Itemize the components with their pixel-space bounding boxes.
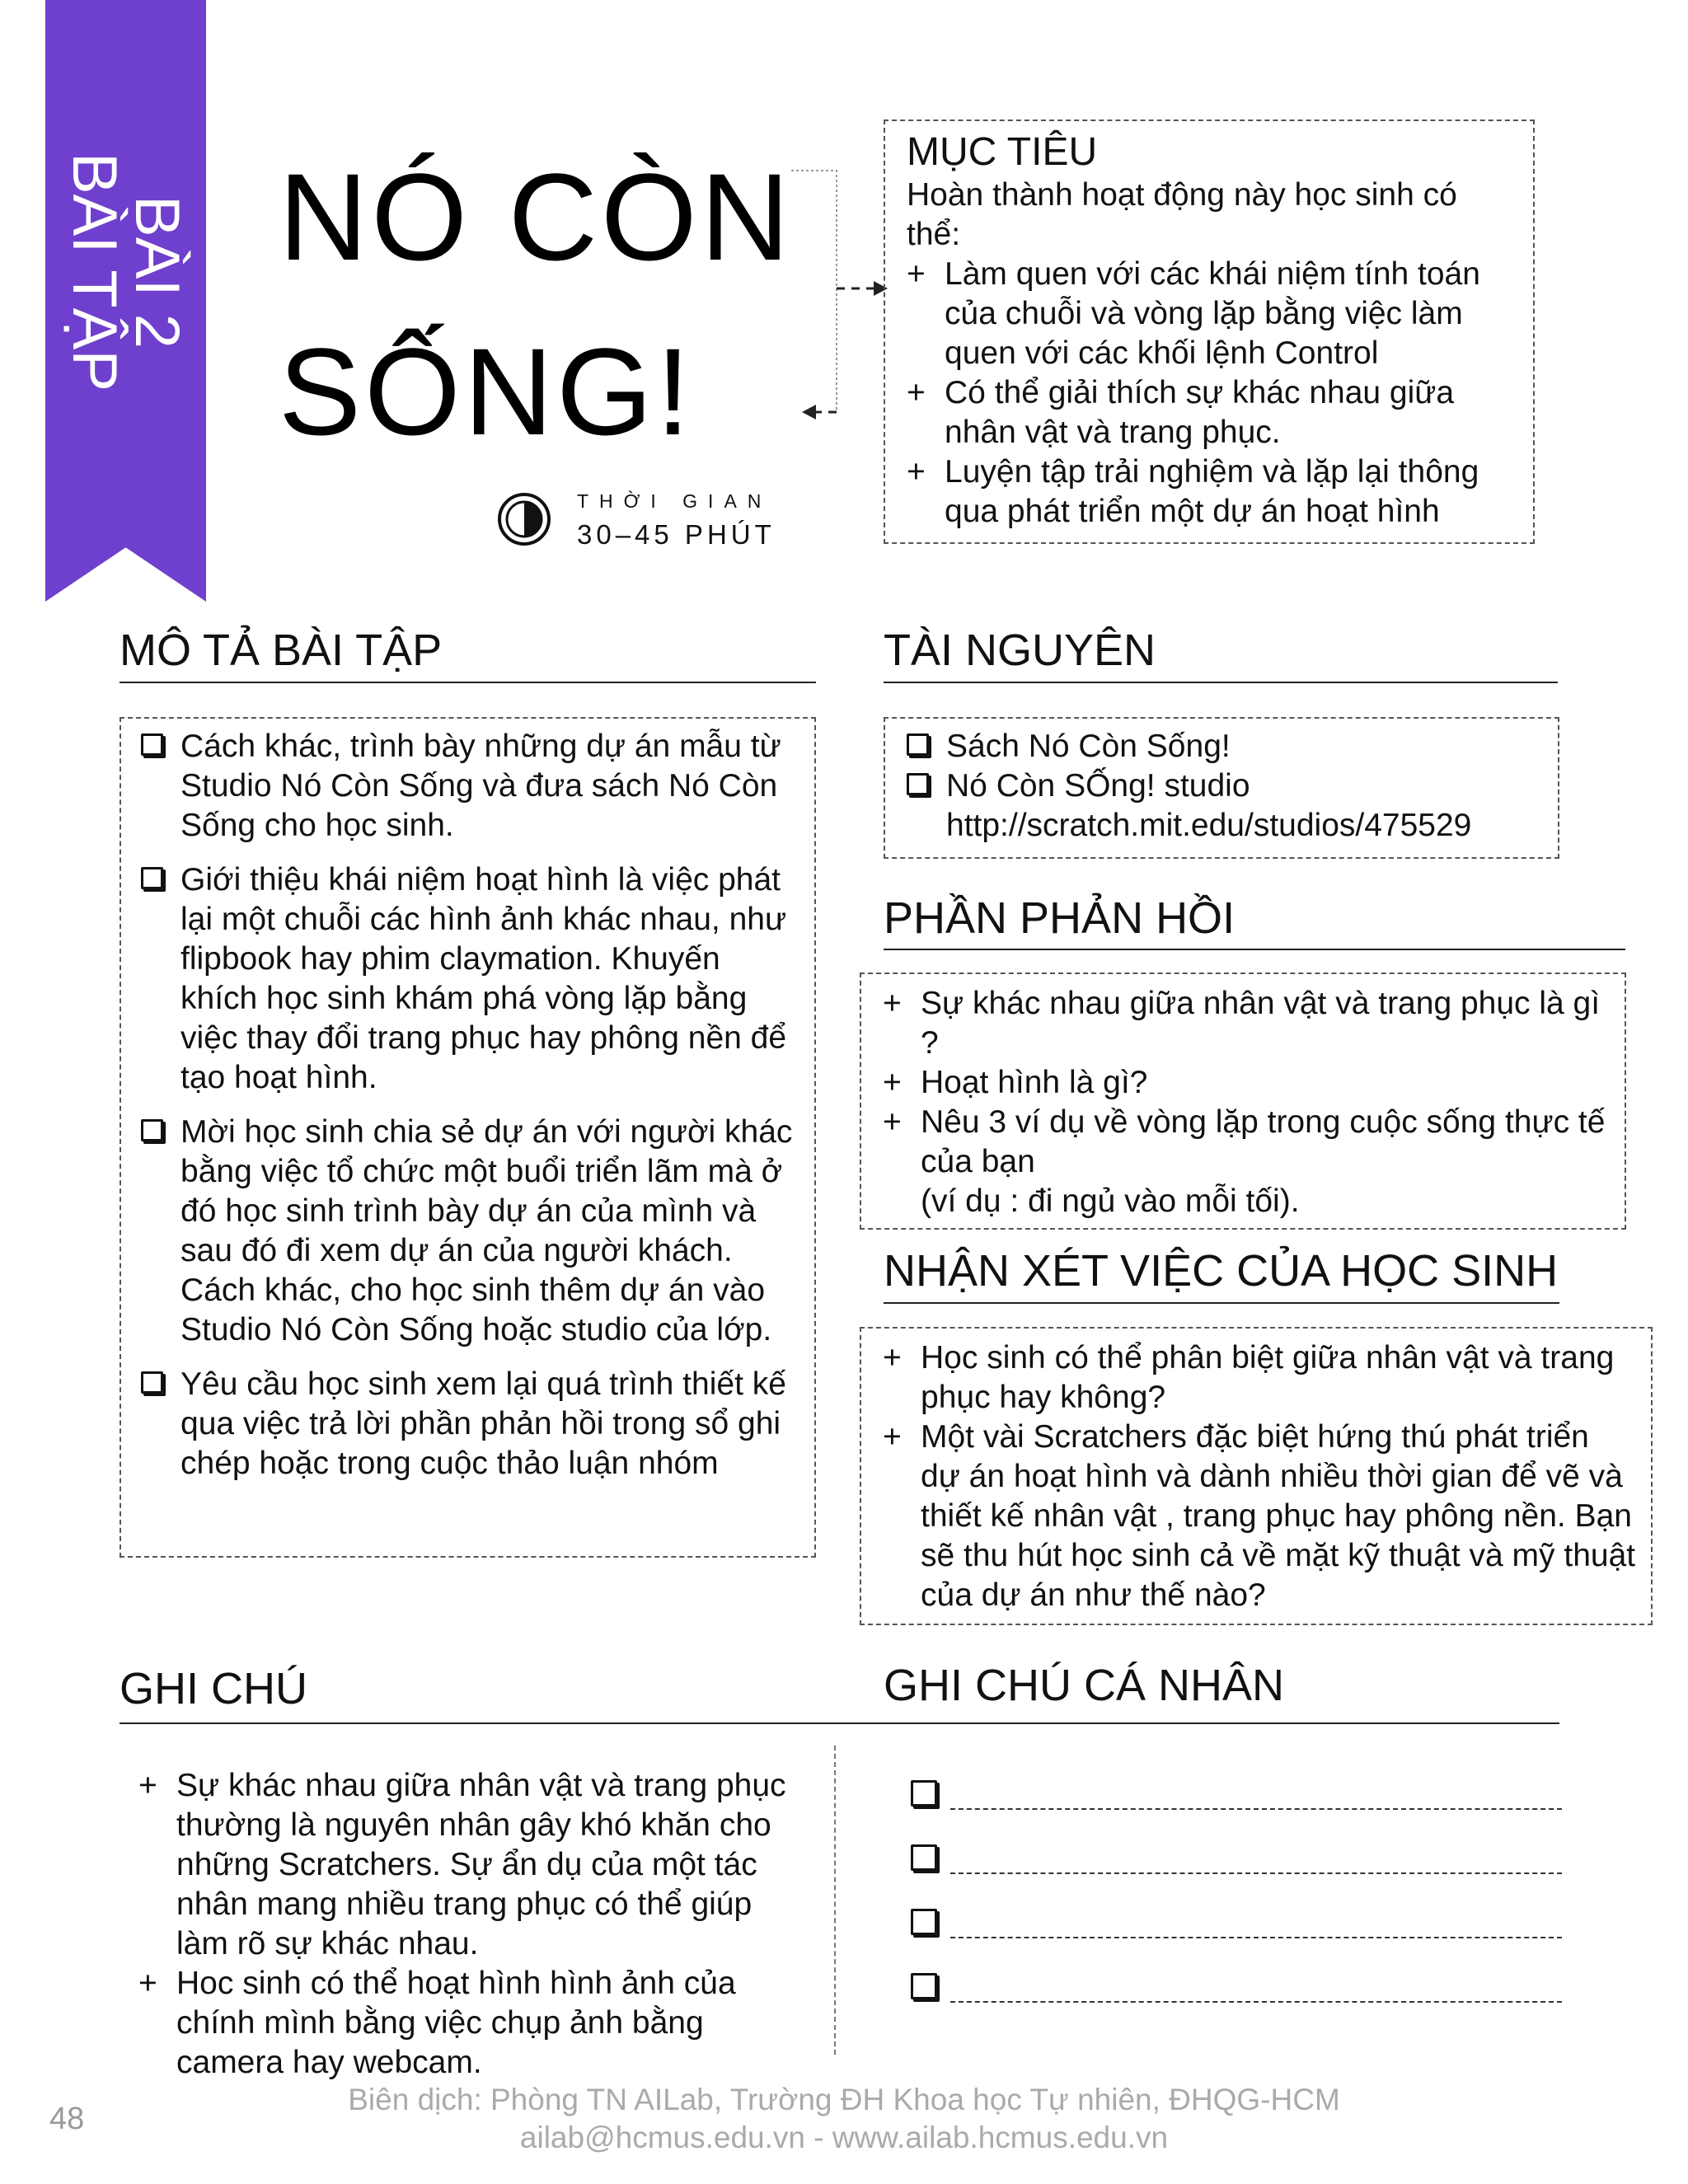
personal-notes-heading: GHI CHÚ CÁ NHÂN (884, 1661, 1285, 1710)
checkbox-icon[interactable] (911, 1973, 937, 1999)
lesson-type: BÀI TẬP (59, 152, 130, 392)
time-label: THỜI GIAN (577, 490, 772, 512)
resources-heading: TÀI NGUYÊN (884, 626, 1156, 675)
footer-line2: ailab@hcmus.edu.vn - www.ailab.hcmus.edu.vn (519, 2121, 1169, 2154)
reflection-heading: PHẦN PHẢN HỒI (884, 893, 1236, 943)
note-line[interactable] (911, 1973, 1562, 2006)
lesson-ribbon-text (45, 0, 206, 544)
checkbox-icon[interactable] (911, 1780, 937, 1807)
list-item: + Hoc sinh có thể hoạt hình hình ảnh của chính mình bằng việc chụp ảnh bằng camera hay webcam. (138, 1966, 736, 2080)
notes-divider (834, 1746, 836, 2055)
list-item: + Làm quen với các khái niệm tính toán của chuỗi và vòng lặp bằng việc làm quen với các khối lệnh Control (907, 256, 1480, 371)
list-item: Sách Nó Còn Sống! (907, 727, 1541, 766)
description-rule (120, 682, 816, 683)
checkbox-icon (141, 1119, 163, 1141)
objectives-box (884, 120, 1535, 544)
footer-credits (0, 2081, 1688, 2157)
resources-rule (884, 682, 1558, 683)
page-number: 48 (49, 2102, 85, 2136)
description-heading: MÔ TẢ BÀI TẬP (120, 626, 443, 675)
reflection-rule (884, 949, 1625, 950)
notes-rule (120, 1722, 1559, 1724)
review-rule (884, 1302, 1559, 1304)
list-item: + Hoạt hình là gì? (883, 1065, 1148, 1100)
list-item: Giới thiệu khái niệm hoạt hình là việc phát lại một chuỗi các hình ảnh khác nhau, như flipbook hay phim claymation. Khuyến khích học sinh khám phá vòng lặp bằng việc thay đổi trang phục hay phông nền để tạo hoạt hình. (141, 860, 800, 1098)
reflection-box (860, 972, 1626, 1230)
notes-list (138, 1766, 806, 2083)
checkbox-icon (907, 733, 929, 756)
review-box (860, 1327, 1653, 1625)
page-title-line1: NÓ CÒN (279, 148, 793, 286)
time-value: 30–45 PHÚT (577, 519, 776, 550)
list-item: + Luyện tập trải nghiệm và lặp lại thông qua phát triển một dự án hoạt hình (907, 454, 1479, 529)
checkbox-icon (141, 1371, 163, 1394)
list-item: + Có thể giải thích sự khác nhau giữa nhân vật và trang phục. (907, 375, 1455, 450)
objectives-intro: Hoàn thành hoạt động này học sinh có thể: (907, 177, 1457, 252)
note-line[interactable] (911, 1909, 1562, 1942)
checkbox-icon (907, 773, 929, 795)
note-line[interactable] (911, 1780, 1562, 1813)
page-title-line2: SỐNG! (279, 322, 694, 461)
description-box (120, 717, 816, 1558)
half-circle-clock-icon (496, 491, 552, 547)
review-heading: NHẬN XÉT VIỆC CỦA HỌC SINH (884, 1246, 1559, 1296)
objectives-heading: MỤC TIÊU (907, 130, 1098, 174)
resources-box (884, 717, 1559, 859)
note-line[interactable] (911, 1844, 1562, 1877)
checkbox-icon[interactable] (911, 1909, 937, 1935)
list-item: + Học sinh có thể phân biệt giữa nhân vật và trang phục hay không? (883, 1340, 1615, 1415)
list-item: Cách khác, trình bày những dự án mẫu từ Studio Nó Còn Sống và đưa sách Nó Còn Sống cho học sinh. (141, 727, 800, 846)
list-item: + Nêu 3 ví dụ về vòng lặp trong cuộc sống thực tế của bạn (883, 1104, 1606, 1179)
list-item: Yêu cầu học sinh xem lại quá trình thiết kế qua việc trả lời phần phản hồi trong sổ ghi chép hoặc trong cuộc thảo luận nhóm (141, 1365, 800, 1483)
footer-line1: Biên dịch: Phòng TN AILab, Trường ĐH Khoa học Tự nhiên, ĐHQG-HCM (348, 2083, 1340, 2116)
list-item: Mời học sinh chia sẻ dự án với người khác bằng việc tổ chức một buổi triển lãm mà ở đó học sinh trình bày dự án của mình và sau đó đi xem dự án của người khách. Cách khác, cho học sinh thêm dự án vào Studio Nó Còn Sống hoặc studio của lớp. (141, 1113, 800, 1350)
dashed-arrow-icon (787, 161, 894, 424)
notes-heading: GHI CHÚ (120, 1664, 307, 1713)
list-item: Nó Còn SỐng! studio (907, 766, 1541, 806)
list-item: + Một vài Scratchers đặc biệt hứng thú phát triển dự án hoạt hình và dành nhiều thời gian để vẽ và thiết kế nhân vật , trang phục hay phông nền. Bạn sẽ thu hút học sinh cả về mặt kỹ thuật và mỹ thuật của dự án như thế nào? (883, 1419, 1636, 1613)
lesson-number: BÀI 2 (122, 195, 193, 349)
checkbox-icon[interactable] (911, 1844, 937, 1871)
studio-link[interactable]: http://scratch.mit.edu/studios/475529 (946, 808, 1472, 843)
reflection-example: (ví dụ : đi ngủ vào mỗi tối). (921, 1183, 1300, 1219)
list-item: + Sự khác nhau giữa nhân vật và trang phục thường là nguyên nhân gây khó khăn cho những Scratchers. Sự ẩn dụ của một tác nhân mang nhiều trang phục có thể giúp làm rõ sự khác nhau. (138, 1768, 786, 1961)
checkbox-icon (141, 733, 163, 756)
checkbox-icon (141, 867, 163, 889)
list-item: + Sự khác nhau giữa nhân vật và trang phục là gì ? (883, 986, 1601, 1061)
